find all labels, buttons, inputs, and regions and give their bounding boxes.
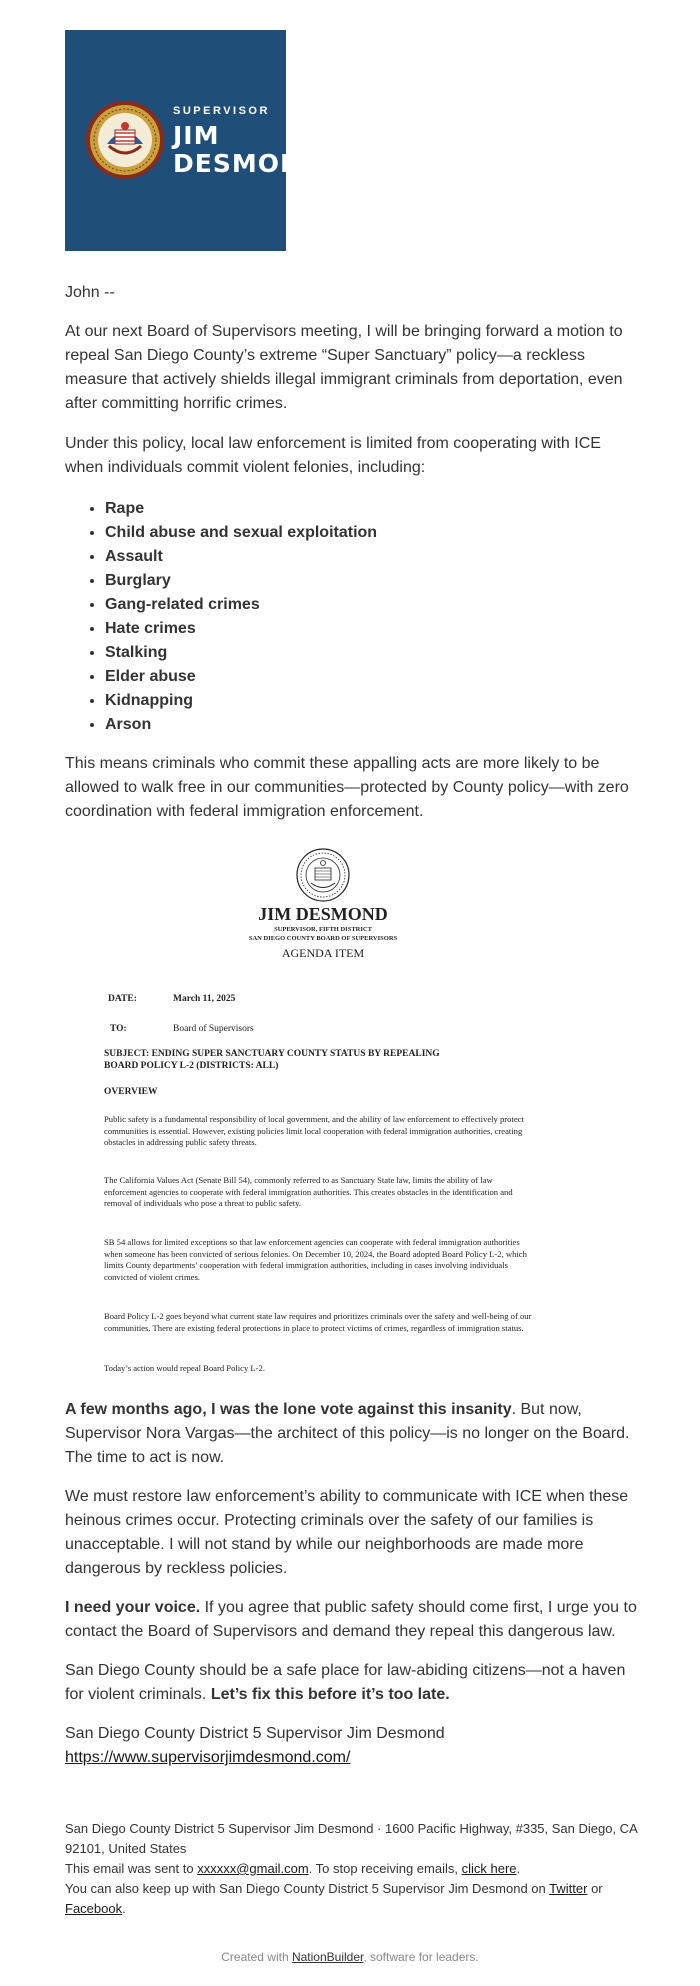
date-label: DATE: <box>108 994 137 1004</box>
logo-name-first: JIM <box>173 121 220 150</box>
restore-paragraph: We must restore law enforcement’s ability to communicate with ICE when these heinous crimes occur. Protecting criminals over the safety of our families is unacceptable. I will not stand by while our neighborhoods are made more dangerous by reckless policies. <box>65 1488 629 1577</box>
footer-social <box>65 1879 645 1919</box>
twitter-link[interactable]: Twitter <box>549 1881 588 1896</box>
sent-to-text: This email was sent to <box>65 1861 198 1876</box>
social-end: . <box>122 1901 126 1916</box>
subject-line-1: SUBJECT: ENDING SUPER SANCTUARY COUNTY STATUS BY REPEALING <box>104 1049 440 1059</box>
agenda-paragraph-5: Today’s action would repeal Board Policy L-2. <box>104 1363 265 1373</box>
unsubscribe-suffix: . <box>516 1861 521 1876</box>
footer-sent-to <box>65 1859 645 1879</box>
unsubscribe-text: . To stop receiving emails, <box>308 1861 462 1876</box>
means-paragraph: This means criminals who commit these appalling acts are more likely to be allowed to walk free in our communities—protected by County policy—with zero coordination with federal immigration enforcement. <box>65 755 629 820</box>
lone-vote-paragraph <box>65 1398 641 1470</box>
to-value: Board of Supervisors <box>173 1024 254 1034</box>
list-item: • Rape <box>105 497 377 521</box>
list-item: • Elder abuse <box>105 665 377 689</box>
created-with <box>0 1950 700 1964</box>
or-text: or <box>587 1881 603 1896</box>
email-footer <box>65 1819 645 1919</box>
lone-vote-rest: . But now, Supervisor Nora Vargas—the architect of this policy—is no longer on the Board. The time to act is now. <box>65 1401 630 1466</box>
recipient-email-link[interactable]: xxxxxx@gmail.com <box>197 1861 309 1876</box>
facebook-link[interactable]: Facebook <box>65 1901 123 1916</box>
keep-up-text: You can also keep up with San Diego County District 5 Supervisor Jim Desmond on <box>65 1881 550 1896</box>
safe-place-text: San Diego County should be a safe place for law-abiding citizens—not a haven for violent criminals. <box>65 1662 626 1703</box>
nationbuilder-link[interactable]: NationBuilder <box>291 1950 364 1964</box>
agenda-item-image <box>100 848 540 1388</box>
website-link[interactable]: https://www.supervisorjimdesmond.com/ <box>65 1749 351 1766</box>
agenda-subtitle-district: SUPERVISOR, FIFTH DISTRICT <box>274 926 372 933</box>
agenda-subtitle-board: SAN DIEGO COUNTY BOARD OF SUPERVISORS <box>248 935 398 942</box>
agenda-paragraph-4: Board Policy L-2 goes beyond what current state law requires and prioritizes criminals over the safety and well-being of our communities. There are existing federal protections in place to protect victims of crimes, regardless of immigration status. <box>104 1311 532 1333</box>
agenda-paragraph-2: The California Values Act (Senate Bill 54), commonly referred to as Sanctuary State law, limits the ability of law enforcement agencies to cooperate with federal immigration authorities. This creates obstacles in the identification and removal of individuals who pose a threat to public safety. <box>104 1175 513 1209</box>
created-prefix: Created with <box>221 1950 292 1964</box>
overview-heading: OVERVIEW <box>104 1087 158 1097</box>
agenda-paragraph-3: SB 54 allows for limited exceptions so that law enforcement agencies can cooperate with federal immigration authorities when someone has been convicted of serious felonies. On December 10, 2024, the Board adopted Board Policy L-2, which limits County departments’ cooperation with federal immigration authorities, including in cases involving individuals convicted of violent crimes. <box>104 1237 527 1282</box>
agenda-title: JIM DESMOND <box>258 904 388 924</box>
list-item: • Assault <box>105 545 377 569</box>
list-item: • Gang-related crimes <box>105 593 377 617</box>
logo-supervisor: SUPERVISOR <box>173 105 270 117</box>
need-voice-paragraph <box>65 1596 641 1644</box>
logo-text <box>173 105 324 178</box>
county-seal-icon <box>85 100 165 180</box>
need-voice-rest: If you agree that public safety should come first, I urge you to contact the Board of Supervisors and demand they repeal this dangerous law. <box>65 1599 637 1640</box>
footer-address: San Diego County District 5 Supervisor Jim Desmond · 1600 Pacific Highway, #335, San Diego, CA 92101, United States <box>65 1821 638 1856</box>
safe-place-bold: Let’s fix this before it’s too late. <box>210 1686 450 1703</box>
list-item: • Arson <box>105 713 377 737</box>
created-suffix: , software for leaders. <box>363 1950 479 1964</box>
list-item: • Child abuse and sexual exploitation <box>105 521 377 545</box>
lone-vote-bold: A few months ago, I was the lone vote against this insanity <box>65 1401 512 1418</box>
greeting: John -- <box>65 284 115 301</box>
safe-place-paragraph <box>65 1659 641 1707</box>
policy-intro-paragraph: Under this policy, local law enforcement is limited from cooperating with ICE when individuals commit violent felonies, including: <box>65 435 601 476</box>
subject-line-2: BOARD POLICY L-2 (DISTRICTS: ALL) <box>104 1061 279 1071</box>
agenda-item-heading: AGENDA ITEM <box>281 946 365 960</box>
intro-paragraph: At our next Board of Supervisors meeting, I will be bringing forward a motion to repeal San Diego County’s extreme “Super Sanctuary” policy—a reckless measure that actively shields illegal immigrant criminals from deportation, even after committing horrific crimes. <box>65 323 623 412</box>
website-line <box>65 1746 641 1770</box>
list-item: • Kidnapping <box>105 689 377 713</box>
county-seal-icon <box>296 848 350 902</box>
list-item: • Hate crimes <box>105 617 377 641</box>
need-voice-bold: I need your voice. <box>65 1599 201 1616</box>
date-value: March 11, 2025 <box>173 994 236 1004</box>
crimes-list <box>65 497 377 737</box>
logo-name-last: DESMOND <box>173 149 324 178</box>
supervisor-logo <box>65 30 324 251</box>
unsubscribe-link[interactable]: click here <box>461 1861 517 1876</box>
to-label: TO: <box>110 1024 127 1034</box>
signature: San Diego County District 5 Supervisor Jim Desmond <box>65 1725 445 1742</box>
list-item: • Burglary <box>105 569 377 593</box>
agenda-paragraph-1: Public safety is a fundamental responsibility of local government, and the ability of law enforcement to effectively protect communities is essential. However, existing policies limit local cooperation with federal immigration authorities, creating obstacles in addressing public safety threats. <box>104 1114 524 1148</box>
list-item: • Stalking <box>105 641 377 665</box>
